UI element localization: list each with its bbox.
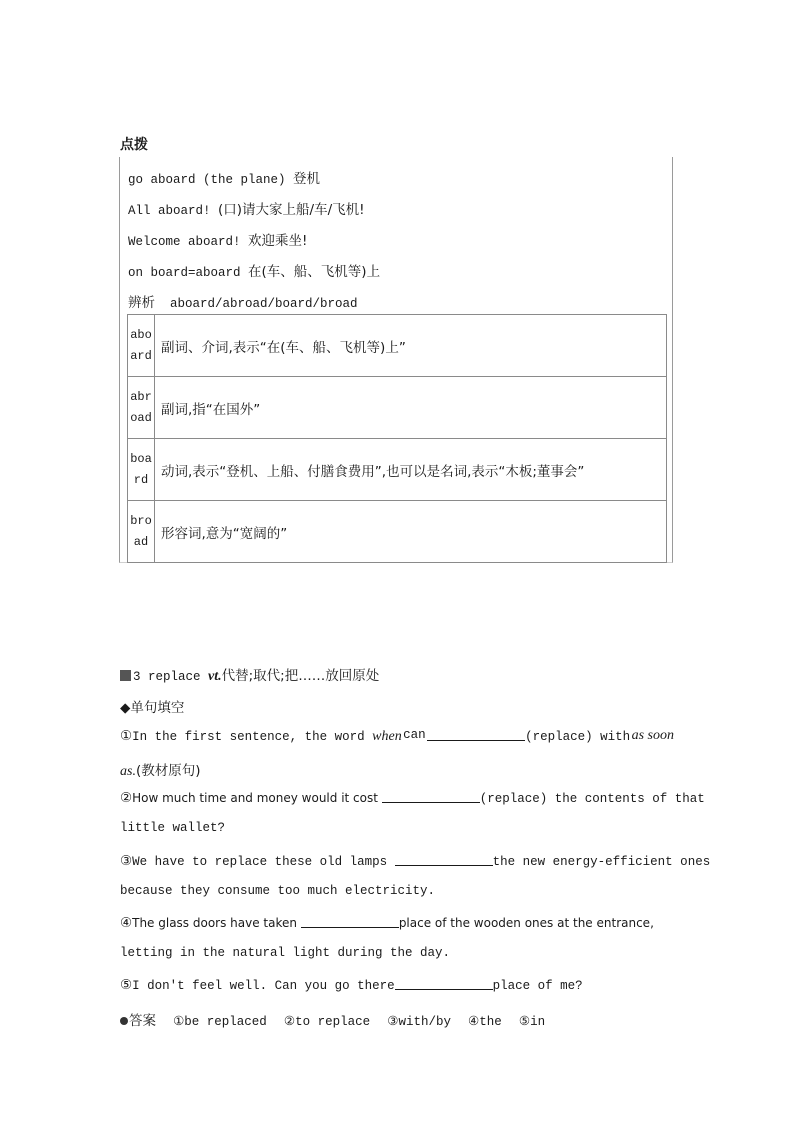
question-2-line-1: ②How much time and money would it cost (replace) the contents of that [120, 790, 705, 806]
note-line-3: Welcome aboard! 欢迎乘坐! [128, 233, 308, 249]
question-1-blank[interactable]: (replace) with [427, 728, 630, 745]
answer-item: ③with/by [387, 1015, 451, 1029]
question-1-line-2: as.(教材原句) [120, 763, 201, 779]
answer-item: ①be replaced [173, 1015, 267, 1029]
answer-blank[interactable] [395, 977, 493, 990]
notes-box [119, 157, 673, 563]
note-line-1: go aboard (the plane) 登机 [128, 171, 321, 187]
table-row [128, 439, 667, 501]
note-line-5: 辨析 aboard/abroad/board/broad [128, 295, 358, 311]
table-row [128, 501, 667, 563]
answer-blank[interactable] [427, 728, 525, 741]
table-cell-desc: 动词,表示“登机、上船、付膳食费用”,也可以是名词,表示“木板;董事会” [155, 439, 667, 501]
table-row [128, 315, 667, 377]
exercise-title: ◆单句填空 [120, 700, 185, 716]
answer-blank[interactable] [301, 915, 399, 928]
question-3-line-2: because they consume too much electricity. [120, 884, 436, 898]
question-5-line-1: ⑤I don't feel well. Can you go there place of me? [120, 977, 583, 993]
answer-line [120, 1009, 545, 1029]
answer-item: ④the [468, 1015, 502, 1029]
answer-marker-icon [120, 1017, 128, 1025]
section-title: 3 replace vt.代替;取代;把……放回原处 [120, 664, 379, 685]
table-cell-word: aboard [128, 315, 155, 377]
question-1-line-1: ①In the first sentence, the word when can (replace) with as soon [120, 728, 674, 744]
note-line-2: All aboard! (口)请大家上船/车/飞机! [128, 202, 365, 218]
question-1-lead: ①In the first sentence, the word when [120, 728, 402, 744]
table-cell-desc: 形容词,意为“宽阔的” [155, 501, 667, 563]
note-line-4: on board=aboard 在(车、船、飞机等)上 [128, 264, 381, 280]
table-cell-word: broad [128, 501, 155, 563]
comparison-table [127, 314, 667, 563]
answer-label: 答案 [129, 1013, 156, 1029]
section-marker-icon [120, 670, 131, 681]
question-4-line-1: ④The glass doors have taken place of the wooden ones at the entrance, [120, 915, 654, 931]
table-cell-desc: 副词,指“在国外” [155, 377, 667, 439]
table-cell-word: board [128, 439, 155, 501]
table-cell-word: abroad [128, 377, 155, 439]
question-3-line-1: ③We have to replace these old lamps the new energy-efficient ones [120, 853, 711, 869]
answer-blank[interactable] [382, 790, 480, 803]
question-2-line-2: little wallet? [120, 821, 226, 835]
answer-blank[interactable] [395, 853, 493, 866]
table-row [128, 377, 667, 439]
section-heading-dianbo: 点拨 [120, 137, 148, 153]
question-4-line-2: letting in the natural light during the day. [120, 946, 451, 960]
table-cell-desc: 副词、介词,表示“在(车、船、飞机等)上” [155, 315, 667, 377]
answer-item: ⑤in [518, 1015, 546, 1029]
answer-item: ②to replace [283, 1015, 371, 1029]
